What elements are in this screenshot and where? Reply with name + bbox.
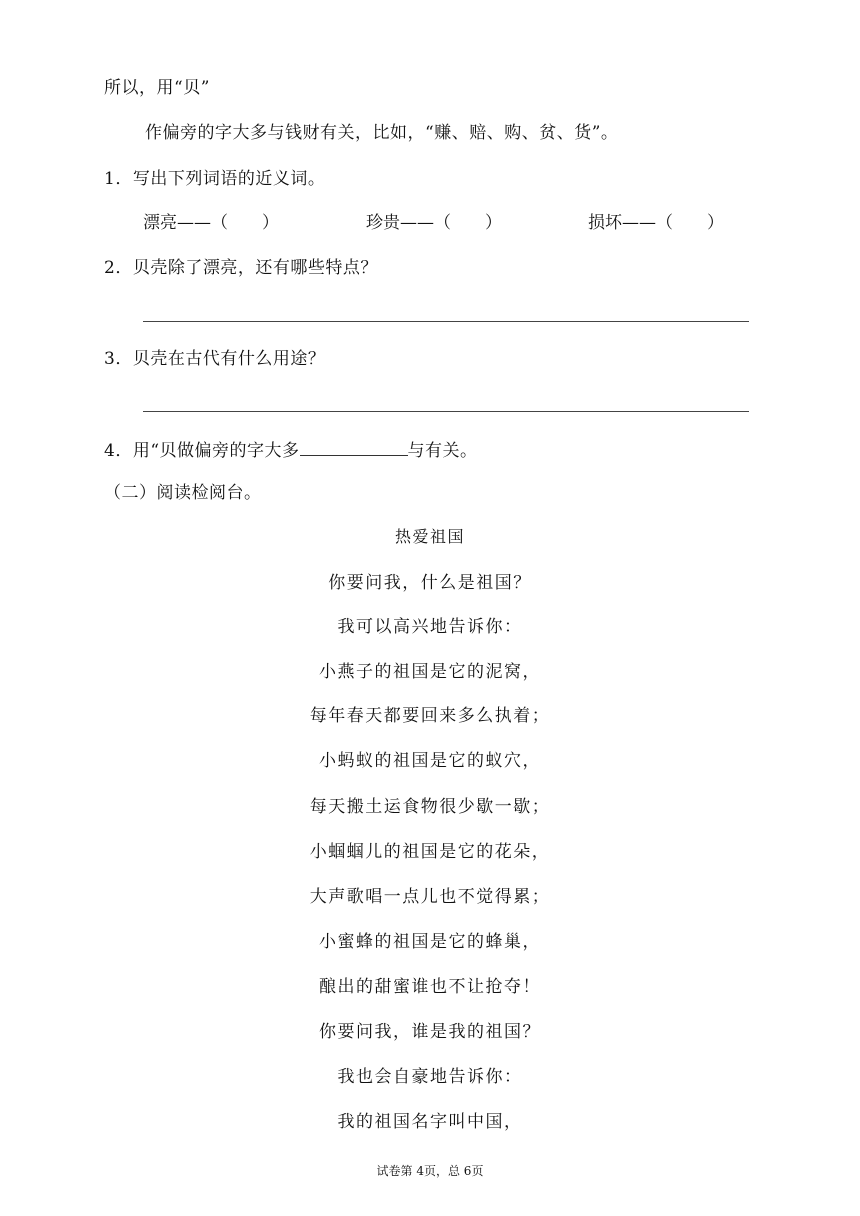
answer-line-q3[interactable] [143, 411, 749, 412]
question-4-suffix: 与有关。 [407, 441, 478, 461]
question-4-prefix: 4．用“贝做偏旁的字大多 [104, 441, 300, 461]
poem-line: 我的祖国名字叫中国， [337, 1112, 523, 1132]
poem-line: 每年春天都要回来多么执着； [309, 706, 551, 726]
answer-line-q2[interactable] [143, 321, 749, 322]
question-4-blank[interactable] [300, 437, 408, 456]
passage-line-1: 所以，用“贝” [104, 78, 210, 98]
poem-line: 酿出的甜蜜谁也不让抢夺！ [319, 977, 541, 997]
poem-line: 我可以高兴地告诉你： [337, 617, 523, 637]
synonym-item-piaoliang: 漂亮——（ ） [143, 213, 279, 233]
section-2-heading: （二）阅读检阅台。 [104, 483, 262, 503]
poem-line: 大声歌唱一点儿也不觉得累； [309, 887, 551, 907]
question-1-text: 1．写出下列词语的近义词。 [104, 169, 326, 189]
question-3-text: 3．贝壳在古代有什么用途？ [104, 349, 326, 369]
poem-title: 热爱祖国 [394, 527, 465, 546]
poem-line: 你要问我，什么是祖国？ [328, 573, 532, 593]
poem-line: 小蜜蜂的祖国是它的蜂巢， [319, 932, 541, 952]
poem-line: 我也会自豪地告诉你： [337, 1067, 523, 1087]
passage-line-2: 作偏旁的字大多与钱财有关，比如，“赚、赔、购、贫、货”。 [145, 123, 619, 143]
synonym-item-zhengui: 珍贵——（ ） [366, 213, 502, 233]
poem-line: 小蚂蚁的祖国是它的蚁穴， [319, 751, 541, 771]
question-2-text: 2．贝壳除了漂亮，还有哪些特点？ [104, 258, 378, 278]
poem-line: 小蝈蝈儿的祖国是它的花朵， [309, 842, 551, 862]
synonym-item-sunhuai: 损坏——（ ） [588, 213, 724, 233]
poem-line: 你要问我，谁是我的祖国？ [319, 1022, 541, 1042]
question-4 [104, 437, 478, 463]
page-footer: 试卷第 4页，总 6页 [376, 1164, 484, 1178]
poem-line: 小燕子的祖国是它的泥窝， [319, 662, 541, 682]
poem-line: 每天搬土运食物很少歇一歇； [309, 797, 551, 817]
